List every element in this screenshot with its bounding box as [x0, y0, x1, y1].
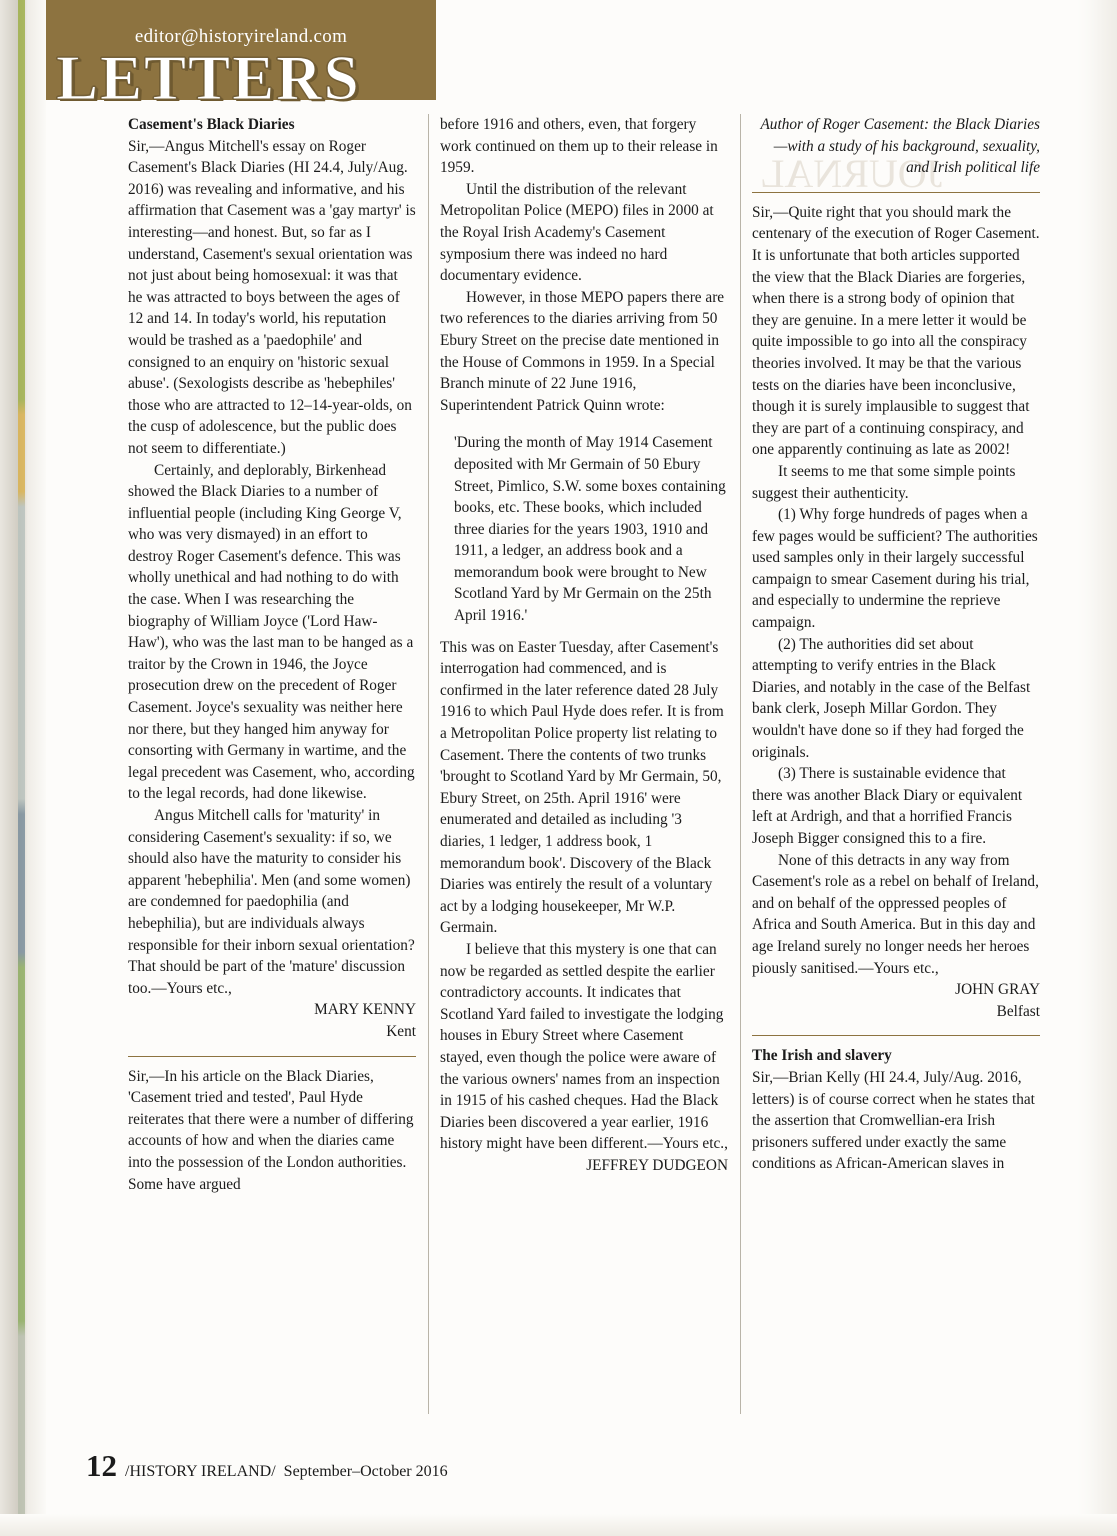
letter-signature-name: JOHN GRAY: [955, 981, 1040, 999]
column-divider-2: [740, 114, 741, 1414]
bleed-through-text: JOURNAL: [760, 151, 943, 196]
column-3: [752, 114, 1040, 1175]
section-rule: [128, 1056, 416, 1057]
column-2: [440, 114, 728, 1177]
letter-paragraph: before 1916 and others, even, that forgery work continued on them up to their release in 1959.: [440, 116, 718, 177]
page-title: LETTERS: [56, 43, 361, 113]
letter-paragraph: Angus Mitchell calls for 'maturity' in considering Casement's sexuality: if so, we should also have the maturity to consider his apparent 'hebephilia'. Men (and some women) are condemned for paedophilia (and hebephilia), but are individuals always responsible for their inborn sexual orientation? That should be part of the 'mature' discussion too.—Yours etc.,: [128, 807, 415, 997]
column-divider-1: [428, 114, 429, 1414]
author-note: Author of Roger Casement: the Black Diaries—with a study of his background, sexuality, and Irish political life: [760, 116, 1040, 177]
letter-paragraph: However, in those MEPO papers there are two references to the diaries arriving from 50 Ebury Street on the precise date mentioned in the House of Commons in 1959. In a Special Branch minute of 22 June 1916, Superintendent Patrick Quinn wrote:: [440, 288, 725, 414]
folio-number: 12: [86, 1448, 117, 1483]
letter-signature-place: Belfast: [996, 1002, 1040, 1020]
page-right-edge: [1077, 0, 1117, 1536]
column-1: [128, 114, 416, 1195]
letter-signature-name: JEFFREY DUDGEON: [586, 1156, 728, 1174]
letter-paragraph: (2) The authorities did set about attempting to verify entries in the Black Diaries, and notably in the case of the Belfast bank clerk, Joseph Millar Gordon. They wouldn't have done so if they had forged the originals.: [752, 635, 1031, 761]
letter-paragraph: I believe that this mystery is one that can now be regarded as settled despite the earlier contradictory accounts. It indicates that Scotland Yard failed to investigate the lodging houses in Ebury Street where Casement stayed, even though the police were aware of the various owners' names from an inspection in 1915 of his cashed cheques. Had the Black Diaries been discovered a year earlier, 1916 history might have been different.—Yours etc.,: [440, 940, 728, 1153]
page-bottom-edge: [0, 1514, 1117, 1536]
section-rule: [752, 1035, 1040, 1036]
footer-issue: September–October 2016: [283, 1463, 448, 1480]
blockquote: [440, 432, 728, 626]
article-columns: [128, 114, 1040, 1414]
letter-paragraph: Sir,—Quite right that you should mark the centenary of the execution of Roger Casement. It is unfortunate that both articles supported the view that the Black Diaries are forgeries, when there is a strong body of opinion that they are genuine. In a mere letter it would be quite impossible to go into all the conspiracy theories involved. It may be that the various tests on the diaries have been inconclusive, though it is surely implausible to suggest that they are part of a continuing conspiracy, and one apparently continuing as late as 2002!: [752, 203, 1040, 459]
page-color-strip: [18, 0, 25, 1536]
blockquote-text: 'During the month of May 1914 Casement deposited with Mr Germain of 50 Ebury Street, Pimlico, S.W. some boxes containing books, etc. These books, which included three diaries for the years 1903, 1910 and 1911, a ledger, an address book and a memorandum book were brought to New Scotland Yard by Mr Germain on the 25th April 1916.': [454, 434, 726, 625]
letter-paragraph: (1) Why forge hundreds of pages when a few pages would be sufficient? The authorities used samples only in their largely successful campaign to smear Casement during his trial, and especially to undermine the reprieve campaign.: [752, 506, 1038, 632]
letter-signature-place: Kent: [386, 1022, 416, 1040]
letter-paragraph: Sir,—Angus Mitchell's essay on Roger Casement's Black Diaries (HI 24.4, July/Aug. 2016) was revealing and informative, and his affirmation that Casement was a 'gay martyr' is interesting—and honest. But, so far as I understand, Casement's sexual orientation was not just about being homosexual: it was that he was attracted to boys between the ages of 12 and 14. In today's world, his reputation would be trashed as a 'paedophile' and consigned to an enquiry on 'historic sexual abuse'. (Sexologists describe as 'hebephiles' those who are attracted to 12–14-year-olds, on the cusp of adolescence, but the public does not seem to differentiate.): [128, 137, 416, 457]
letter-paragraph: Sir,—Brian Kelly (HI 24.4, July/Aug. 2016, letters) is of course correct when he states that the assertion that Cromwellian-era Irish prisoners suffered under exactly the same conditions as African-American slaves in: [752, 1068, 1035, 1173]
editor-email: editor@historyireland.com: [134, 26, 348, 47]
footer-masthead: /HISTORY IRELAND/: [125, 1463, 276, 1480]
letter-heading-slavery: The Irish and slavery: [752, 1047, 892, 1065]
letter-paragraph: None of this detracts in any way from Casement's role as a rebel on behalf of Ireland, and on behalf of the oppressed peoples of Africa and South America. But in this day and age Ireland surely no longer needs her heroes piously sanitised.—Yours etc.,: [752, 851, 1039, 977]
letter-paragraph: (3) There is sustainable evidence that there was another Black Diary or equivalent left at Ardrigh, and that a horrified Francis Joseph Bigger consigned this to a fire.: [752, 765, 1023, 847]
letter-paragraph: Until the distribution of the relevant Metropolitan Police (MEPO) files in 2000 at the Royal Irish Academy's Casement symposium there was indeed no hard documentary evidence.: [440, 180, 714, 285]
letter-signature-name: MARY KENNY: [314, 1001, 416, 1019]
letter-paragraph: Sir,—In his article on the Black Diaries, 'Casement tried and tested', Paul Hyde reiterates that there were a number of differing accounts of how and when the diaries came into the possession of the London authorities. Some have argued: [128, 1067, 414, 1193]
letter-paragraph: This was on Easter Tuesday, after Casement's interrogation had commenced, and is confirmed in the later reference dated 28 July 1916 to which Paul Hyde does refer. It is from a Metropolitan Police property list relating to Casement. There the contents of two trunks 'brought to Scotland Yard by Mr Germain, 50, Ebury Street, on 25th. April 1916' were enumerated and detailed as including '3 diaries, 1 ledger, 1 address book, 1 memorandum book'. Discovery of the Black Diaries was entirely the result of a voluntary act by a lodging housekeeper, Mr W.P. Germain.: [440, 638, 724, 937]
letter-paragraph: It seems to me that some simple points suggest their authenticity.: [752, 462, 1016, 502]
section-rule: [752, 192, 1040, 193]
letter-paragraph: Certainly, and deplorably, Birkenhead showed the Black Diaries to a number of influential people (including King George V, who was very dismayed) in an effort to destroy Roger Casement's defence. This was wholly unethical and had nothing to do with the case. When I was researching the biography of William Joyce ('Lord Haw-Haw'), who was the last man to be hanged as a traitor by the Crown in 1946, the Joyce prosecution drew on the precedent of Roger Casement. Joyce's sexuality was neither here nor there, but they hanged him anyway for consorting with Germany in wartime, and the legal precedent was Casement, who, according to the legal records, had done likewise.: [128, 461, 415, 803]
page-footer: [86, 1448, 448, 1484]
letter-heading-casement: Casement's Black Diaries: [128, 116, 295, 133]
